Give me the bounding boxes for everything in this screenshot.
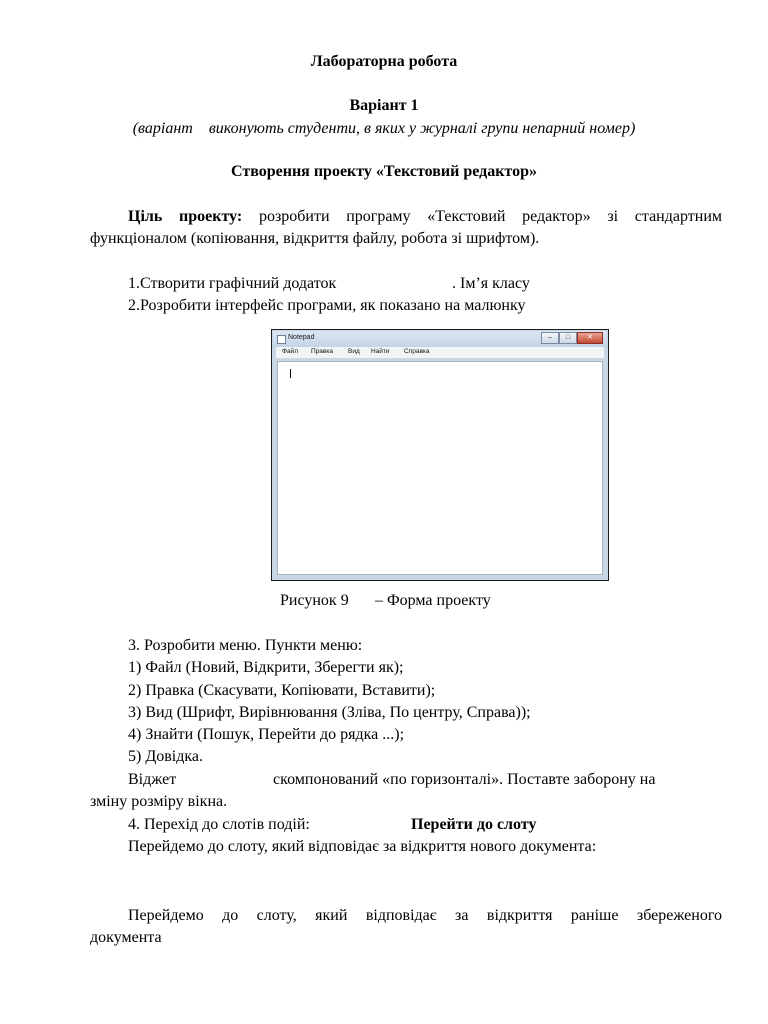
close-button: ✕ — [577, 332, 603, 344]
step1-text: 1.Створити графічний додаток — [128, 275, 337, 292]
notepad-window-figure — [271, 329, 609, 581]
step2-text: 2.Розробити інтерфейс програми, як показано на малюнку — [128, 297, 526, 314]
step3-title: 3. Розробити меню. Пункти меню: — [128, 637, 363, 654]
menu-item-5: 5) Довідка. — [128, 748, 204, 765]
goal-label: Ціль проекту: — [128, 208, 243, 225]
step1-classname-label: . Ім’я класу — [452, 275, 530, 292]
menu-item-4: 4) Знайти (Пошук, Перейти до рядка ...); — [128, 726, 405, 743]
menu-find: Найти — [371, 348, 390, 355]
menu-item-1: 1) Файл (Новий, Відкрити, Зберегти як); — [128, 659, 404, 676]
variant-note: (варіант виконують студенти, в яких у журналі групи непарний номер) — [132, 120, 636, 137]
goal-paragraph-line1 — [90, 207, 722, 227]
step4-text: 4. Перехід до слотів подій: — [128, 816, 310, 833]
window-menubar — [276, 347, 604, 359]
slot-open-text-1: Перейдемо до слоту, який відповідає за відкриття раніше збереженого — [128, 907, 722, 924]
text-caret — [290, 369, 291, 378]
goal-text-1: розробити програму «Текстовий редактор» зі стандартним — [258, 208, 723, 225]
maximize-button: □ — [559, 332, 577, 344]
goal-text-2: функціоналом (копіювання, відкриття файлу, робота зі шрифтом). — [90, 230, 540, 247]
figure-caption-number: Рисунок 9 — [280, 592, 349, 609]
variant-heading: Варіант 1 — [349, 97, 419, 114]
lab-title: Лабораторна робота — [310, 53, 458, 70]
slot-open-text-2: документа — [90, 929, 162, 946]
minimize-button: – — [541, 332, 559, 344]
notepad-app-icon — [277, 335, 286, 344]
widget-text: скомпонований «по горизонталі». Поставте заборону на — [273, 771, 656, 788]
window-controls — [541, 332, 603, 344]
project-title: Створення проекту «Текстовий редактор» — [231, 163, 537, 180]
text-edit-area — [277, 361, 603, 575]
slot-new-document: Перейдемо до слоту, який відповідає за відкриття нового документа: — [128, 838, 597, 855]
slot-open-line1 — [90, 906, 722, 926]
menu-edit: Правка — [311, 348, 333, 355]
menu-item-2: 2) Правка (Скасувати, Копіювати, Вставити); — [128, 682, 436, 699]
step4-goto-slot: Перейти до слоту — [411, 816, 537, 833]
widget-text-2: зміну розміру вікна. — [90, 793, 228, 810]
window-titlebar — [273, 331, 607, 347]
menu-item-3: 3) Вид (Шрифт, Вирівнювання (Зліва, По центру, Справа)); — [128, 704, 531, 721]
window-title: Notepad — [288, 334, 315, 341]
menu-help: Справка — [404, 348, 430, 355]
menu-view: Вид — [348, 348, 360, 355]
menu-file: Файл — [282, 348, 298, 355]
widget-label: Віджет — [128, 771, 177, 788]
figure-caption-text: – Форма проекту — [375, 592, 491, 609]
